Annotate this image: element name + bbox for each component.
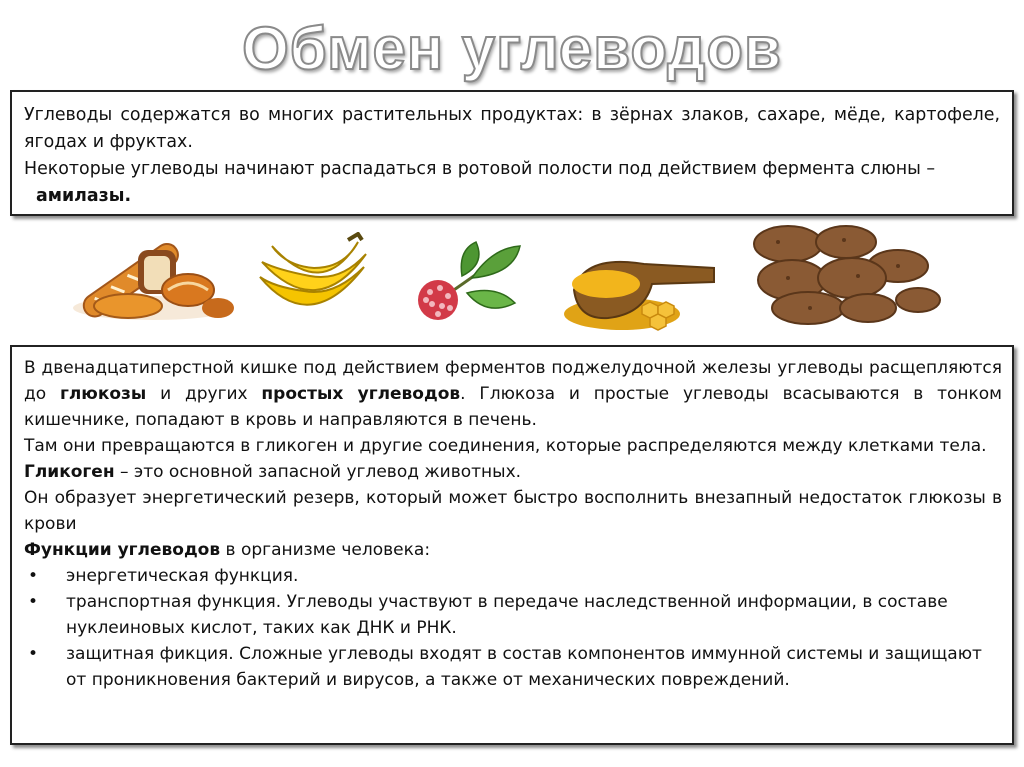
simple-carbs-term: простых углеводов [261,384,461,404]
bullet-icon: • [28,592,39,612]
potato-icon [748,222,944,326]
glycogen-paragraph: Гликоген – это основной запасной углевод животных. [24,462,522,482]
glycogen-term: Гликоген [24,462,115,482]
intro-text-box [10,90,1014,216]
list-item: • защитная фикция. Сложные углеводы входят в состав компонентов иммунной системы и защищают от проникновения бактерий и вирусов, а также от механических повреждений. [24,641,1002,693]
intro-paragraph-2: Некоторые углеводы начинают распадаться в ротовой полости под действием фермента слюны – амилазы. [24,159,936,206]
list-item: • транспортная функция. Углеводы участвуют в передаче наследственной информации, в составе нуклеиновых кислот, таких как ДНК и РНК. [24,589,1002,641]
amylase-term: амилазы. [36,186,132,206]
banana-icon [252,232,372,332]
glucose-term: глюкозы [59,384,147,404]
functions-list [24,563,1002,693]
berry-icon [412,238,532,328]
bullet-icon: • [28,566,39,586]
bullet-icon: • [28,644,39,664]
digestion-paragraph-2: Там они превращаются в гликоген и другие соединения, которые распределяются между клетками тела. [24,436,987,456]
honey-icon [560,244,724,336]
slide-title: Обмен углеводов [242,15,782,82]
digestion-text-box [10,345,1014,745]
functions-heading: Функции углеводов в организме человека: [24,540,431,560]
food-images-row [0,222,1024,342]
energy-reserve-paragraph: Он образует энергетический резерв, который может быстро восполнить внезапный недостаток глюкозы в крови [24,488,1002,534]
bread-icon [68,228,238,328]
functions-term: Функции углеводов [24,540,221,560]
list-item: • энергетическая функция. [24,563,1002,589]
intro-paragraph-1: Углеводы содержатся во многих растительных продуктах: в зёрнах злаков, сахаре, мёде, картофеле, ягодах и фруктах. [24,105,1000,152]
digestion-paragraph-1: В двенадцатиперстной кишке под действием ферментов поджелудочной железы углеводы расщепляются до глюкозы и других простых углеводов. Глюкоза и простые углеводы всасываются в тонком кишечнике, попадают в кровь и направляются в печень. [24,358,1002,430]
